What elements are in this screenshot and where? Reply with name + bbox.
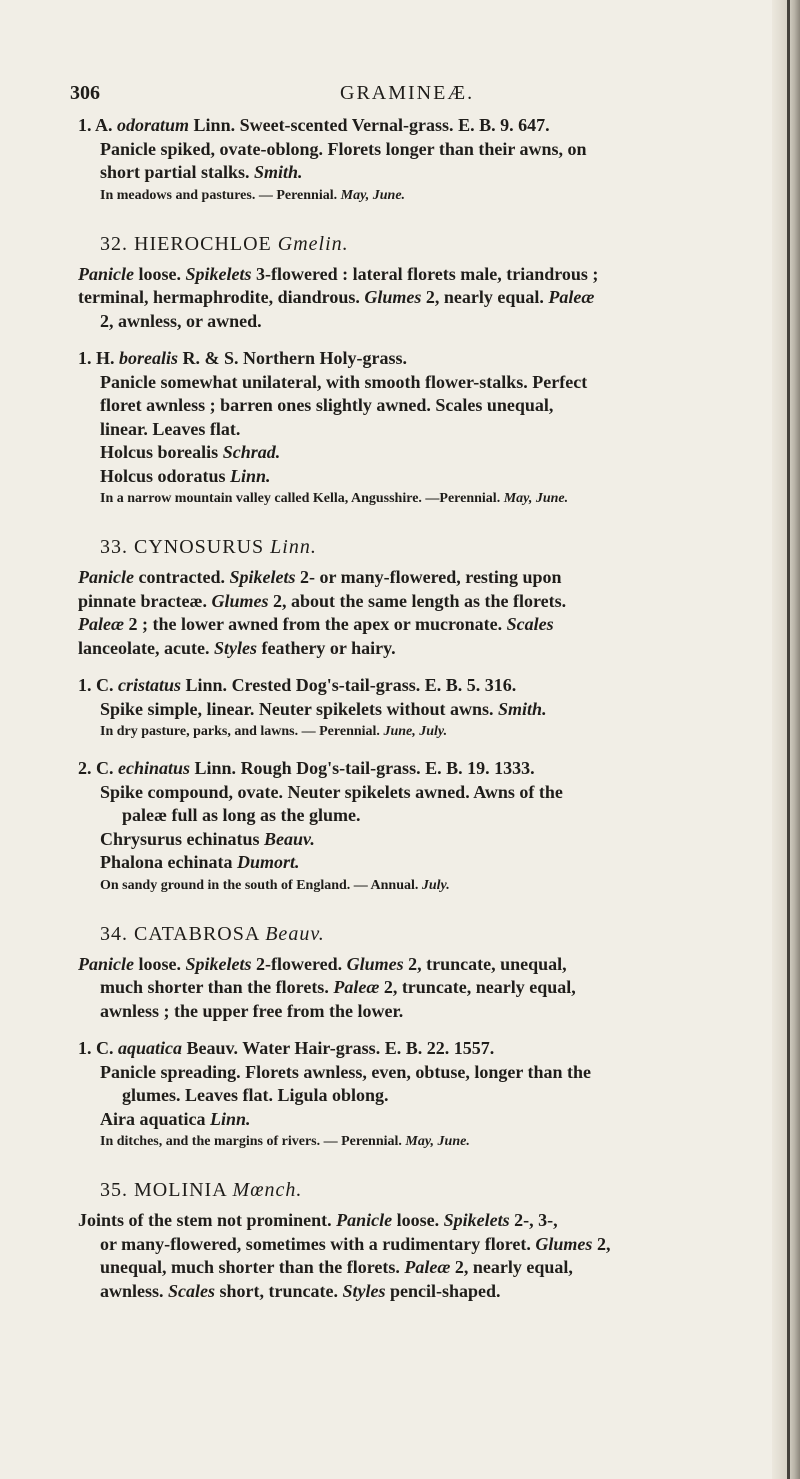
habitat-line: In ditches, and the margins of rivers. — Perennial. May, June. bbox=[100, 1134, 470, 1149]
genus-cynosurus bbox=[78, 534, 766, 897]
genus-description: 2, awnless, or awned. bbox=[100, 310, 262, 331]
genus-description: Panicle loose. Spikelets 2-flowered. Glumes 2, truncate, unequal, bbox=[78, 953, 567, 974]
synonym: Holcus odoratus Linn. bbox=[100, 465, 271, 486]
species-anthoxanthum-odoratum bbox=[78, 114, 766, 207]
habitat-line: On sandy ground in the south of England. — Annual. July. bbox=[100, 877, 450, 893]
species-description: short partial stalks. Smith. bbox=[100, 162, 303, 182]
genus-description: Paleæ 2 ; the lower awned from the apex or mucronate. Scales bbox=[78, 614, 554, 634]
running-title: GRAMINEÆ. bbox=[340, 82, 475, 104]
synonym: Aira aquatica Linn. bbox=[100, 1108, 251, 1129]
genus-heading: 34. CATABROSA Beauv. bbox=[100, 922, 325, 945]
synonym: Phalona echinata Dumort. bbox=[100, 852, 300, 872]
genus-heading: 35. MOLINIA Mœnch. bbox=[100, 1179, 303, 1201]
habitat-line: In a narrow mountain valley called Kella, Angusshire. —Perennial. May, June. bbox=[100, 491, 569, 506]
page-edge bbox=[772, 0, 800, 1479]
genus-heading: 32. HIEROCHLOE Gmelin. bbox=[100, 232, 349, 255]
genus-description: Joints of the stem not prominent. Panicle loose. Spikelets 2-, 3-, bbox=[78, 1210, 558, 1230]
species-line: 1. C. cristatus Linn. Crested Dog's-tail-grass. E. B. 5. 316. bbox=[78, 675, 517, 695]
species-description: Panicle spiked, ovate-oblong. Florets longer than their awns, on bbox=[100, 138, 587, 159]
habitat-line: In dry pasture, parks, and lawns. — Perennial. June, July. bbox=[100, 724, 448, 739]
species-description: floret awnless ; barren ones slightly awned. Scales unequal, bbox=[100, 395, 554, 415]
genus-catabrosa bbox=[78, 921, 766, 1154]
species-description: Spike simple, linear. Neuter spikelets without awns. Smith. bbox=[100, 698, 547, 719]
genus-molinia bbox=[78, 1177, 766, 1303]
species-line: 2. C. echinatus Linn. Rough Dog's-tail-grass. E. B. 19. 1333. bbox=[78, 758, 535, 778]
genus-description: Panicle loose. Spikelets 3-flowered : lateral florets male, triandrous ; bbox=[78, 263, 599, 284]
genus-description: pinnate bracteæ. Glumes 2, about the same length as the florets. bbox=[78, 590, 567, 611]
species-description: Panicle spreading. Florets awnless, even, obtuse, longer than the bbox=[100, 1061, 592, 1082]
species-line: 1. A. odoratum Linn. Sweet-scented Vernal-grass. E. B. 9. 647. bbox=[78, 115, 550, 135]
page-content bbox=[78, 114, 766, 1303]
page-edge-line bbox=[787, 0, 790, 1479]
page-header bbox=[70, 82, 760, 112]
genus-heading: 33. CYNOSURUS Linn. bbox=[100, 536, 317, 558]
synonym: Chrysurus echinatus Beauv. bbox=[100, 828, 315, 849]
species-description: linear. Leaves flat. bbox=[100, 418, 241, 439]
genus-hierochloe bbox=[78, 231, 766, 511]
species-line: 1. H. borealis R. & S. Northern Holy-grass. bbox=[78, 348, 408, 368]
genus-description: Panicle contracted. Spikelets 2- or many-flowered, resting upon bbox=[78, 567, 562, 587]
genus-description: much shorter than the florets. Paleæ 2, truncate, nearly equal, bbox=[100, 977, 576, 997]
species-description: glumes. Leaves flat. Ligula oblong. bbox=[122, 1085, 389, 1105]
species-description: Panicle somewhat unilateral, with smooth flower-stalks. Perfect bbox=[100, 371, 588, 392]
habitat-line: In meadows and pastures. — Perennial. May, June. bbox=[100, 187, 406, 203]
page-number: 306 bbox=[70, 82, 100, 104]
species-line: 1. C. aquatica Beauv. Water Hair-grass. E. B. 22. 1557. bbox=[78, 1038, 495, 1058]
genus-description: or many-flowered, sometimes with a rudimentary floret. Glumes 2, bbox=[100, 1233, 611, 1254]
genus-description: lanceolate, acute. Styles feathery or hairy. bbox=[78, 637, 396, 658]
genus-description: unequal, much shorter than the florets. Paleæ 2, nearly equal, bbox=[100, 1257, 573, 1277]
genus-description: terminal, hermaphrodite, diandrous. Glumes 2, nearly equal. Paleæ bbox=[78, 287, 595, 307]
genus-description: awnless. Scales short, truncate. Styles pencil-shaped. bbox=[100, 1280, 501, 1301]
species-description: Spike compound, ovate. Neuter spikelets awned. Awns of the bbox=[100, 781, 563, 802]
species-description: paleæ full as long as the glume. bbox=[122, 805, 361, 825]
synonym: Holcus borealis Schrad. bbox=[100, 442, 281, 462]
genus-description: awnless ; the upper free from the lower. bbox=[100, 1000, 404, 1021]
